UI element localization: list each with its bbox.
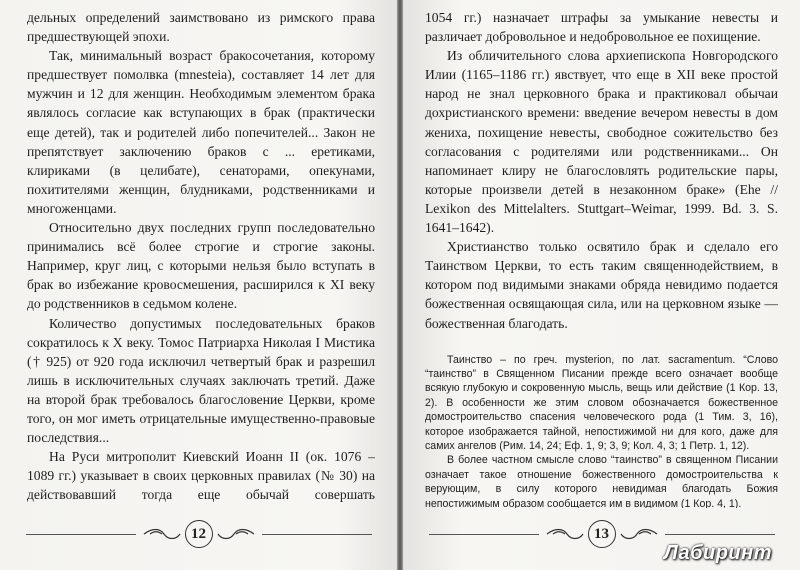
paragraph: 1054 гг.) назначает штрафы за умыкание невесты и различает добровольное и недобровольное ее похищение. [425,10,778,45]
right-page-text [425,8,778,508]
footnote-paragraph: В более частном смысле слово “таинство” в священном Писании означает такое отношение божественного домостроительства к верующим, в силу которого невидимая благодать Божия непостижимым образом сообщается им в видимом (1 Кор. 4, 1). [425,454,778,508]
labirint-watermark-logo: Лабиринт [663,542,772,564]
flourish-left-icon [545,526,585,542]
flourish-left-icon [142,526,182,542]
ornament-line [665,534,775,535]
ornament-line [262,534,372,535]
left-page [0,0,397,570]
ornament-line [26,534,136,535]
footnote-paragraph: Таинство – по греч. mysterion, по лат. sacramentum. “Слово “таинство” в Священном Писании прежде всего означает вообще всякую глубокую и сокровенную мысль, вещь или действие (1 Кор. 13, 2). В особенности же этим словом обозначается божественное домостроительство спасения человеческого рода (1 Тим. 3, 16), которое изображается тайной, непостижимой ни для кого, даже для самих ангелов (Рим. 14, 24; Еф. 1, 9; 3, 9; Кол. 4, 3; 1 Петр. 1, 12). [425,353,778,453]
flourish-right-icon [216,526,256,542]
left-page-text [27,8,375,508]
paragraph: Так, минимальный возраст бракосочетания, которому предшествует помолвка (mnesteia), составляет 14 лет для мужчин и 12 для женщин. Необходимым элементом брака являлось согласие как вступающих в брак (практически еще детей), так и родителей либо попечителей... Закон не препятствует заключению браков с ... еретиками, клириками (в целибате), сенаторами, опекунами, похитителями женщин, блудниками, родственниками и многоженцами. [27,48,375,216]
page-number: 13 [588,520,616,548]
ornament-line [429,534,539,535]
paragraph: Количество допустимых последовательных браков сократилось к X веку. Томос Патриарха Николая I Мистика († 925) от 920 года исключил четвертый брак и разрешил лишь в исключительных случаях заключать третий. Даже на второй брак требовалось благословение Церкви, кроме того, он мог иметь отрицательные имущественно-правовые последствия... [27,315,375,446]
paragraph: На Руси митрополит Киевский Иоанн II (ок. 1076 – 1089 гг.) указывает в своих церковных правилах (№ 30) на действовавший тогда еще обычай совершать [27,449,375,503]
paragraph: Относительно двух последних групп последовательно принимались всё более строгие и строгие законы. Например, круг лиц, с которыми нельзя было вступать в брак во избежание кровосмешения, расширился к XI веку до родственников в седьмом колене. [27,220,375,312]
page-number-ornament [0,520,397,548]
paragraph: Христианство только освятило брак и сделало его Таинством Церкви, то есть таким священнодействием, в котором под видимыми знаками обряда невидимо подается божественная освящающая сила, или на церковном языке — божественная благодать. [425,239,778,331]
page-number: 12 [185,520,213,548]
flourish-right-icon [619,526,659,542]
right-page [403,0,800,570]
paragraph: дельных определений заимствовано из римского права предшествующей эпохи. [27,10,375,45]
footnote [425,353,778,508]
paragraph: Из обличительного слова архиепископа Новгородского Илии (1165–1186 гг.) явствует, что еще в XII веке простой народ не знал церковного брака и практиковал обычаи дохристианского времени: введение вечером невесты в дом жениха, похищение невесты, свободное сожительство без согласования с родителями или родственниками... Он напоминает клиру не благословлять родительские пары, которые произвели детей в незаконном браке» (Ehe // Lexikon des Mittelalters. Stuttgart–Weimar, 1999. Bd. 3. S. 1641–1642). [425,48,778,236]
